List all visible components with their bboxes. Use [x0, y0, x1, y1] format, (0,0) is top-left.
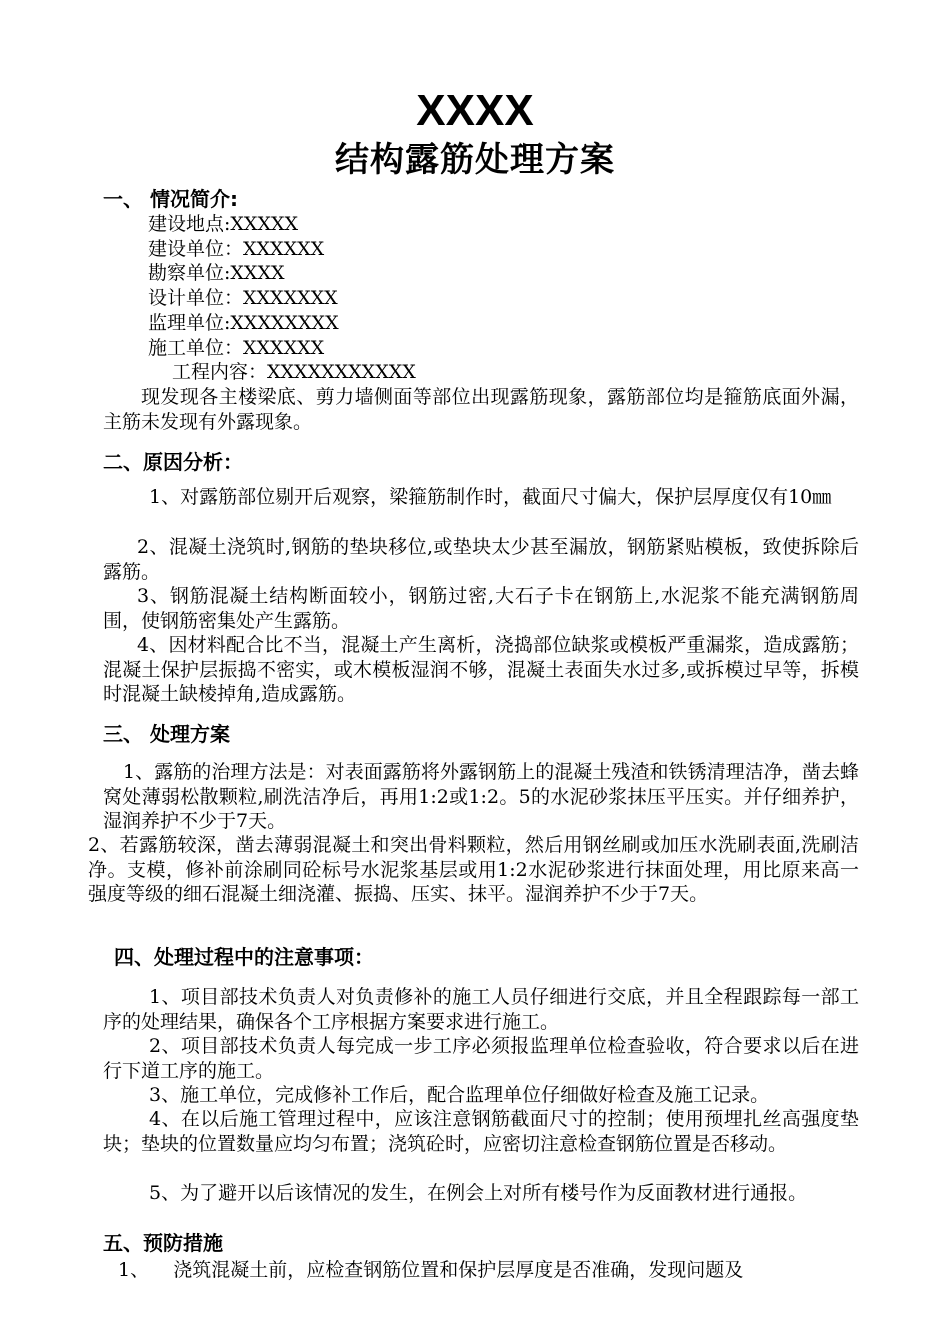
notice-item-1: 1、项目部技术负责人对负责修补的施工人员仔细进行交底，并且全程跟踪每一部工序的处理结果，确保各个工序根据方案要求进行施工。 — [103, 986, 859, 1033]
document-subtitle: 结构露筋处理方案 — [335, 140, 615, 180]
section-1-heading: 一、 情况简介: — [103, 187, 238, 211]
section-4-heading: 四、处理过程中的注意事项： — [114, 945, 374, 969]
section-1-paragraph: 现发现各主楼梁底、剪力墙侧面等部位出现露筋现象，露筋部位均是箍筋底面外漏，主筋未发现有外露现象。 — [103, 386, 859, 433]
cause-item-2: 2、混凝土浇筑时,钢筋的垫块移位,或垫块太少甚至漏放，钢筋紧贴模板，致使拆除后露筋。 — [103, 536, 859, 583]
info-design-unit: 设计单位：XXXXXXX — [148, 287, 338, 309]
cause-item-3: 3、钢筋混凝土结构断面较小，钢筋过密,大石子卡在钢筋上,水泥浆不能充满钢筋周围，使钢筋密集处产生露筋。 — [103, 585, 859, 632]
section-5-heading: 五、预防措施 — [103, 1231, 223, 1255]
plan-item-1: 1、露筋的治理方法是：对表面露筋将外露钢筋上的混凝土残渣和铁锈清理洁净，凿去蜂窝处薄弱松散颗粒,刷洗洁净后，再用1:2或1:2。5的水泥砂浆抹压平压实。并仔细养护， 湿润养护不少于7天。 — [103, 761, 859, 832]
section-2-heading: 二、原因分析： — [103, 450, 243, 474]
cause-item-1: 1、对露筋部位剔开后观察，梁箍筋制作时，截面尺寸偏大，保护层厚度仅有10㎜ — [149, 486, 832, 508]
info-survey-unit: 勘察单位:XXXX — [148, 262, 285, 284]
prevention-item-1: 1、 浇筑混凝土前，应检查钢筋位置和保护层厚度是否准确，发现问题及 — [118, 1259, 744, 1281]
section-3-heading: 三、 处理方案 — [103, 722, 230, 746]
cause-item-4: 4、因材料配合比不当，混凝土产生离析，浇捣部位缺浆或模板严重漏浆，造成露筋；混凝土保护层振捣不密实，或木模板湿润不够，混凝土表面失水过多,或拆模过早等，拆模时混凝土缺棱掉角,造成露筋。 — [103, 634, 859, 705]
info-construction-unit: 建设单位：XXXXXX — [148, 238, 325, 260]
notice-item-5: 5、为了避开以后该情况的发生，在例会上对所有楼号作为反面教材进行通报。 — [149, 1182, 808, 1204]
info-supervision-unit: 监理单位:XXXXXXXX — [148, 312, 339, 334]
notice-item-3: 3、施工单位，完成修补工作后，配合监理单位仔细做好检查及施工记录。 — [149, 1084, 770, 1106]
info-construction-site: 建设地点:XXXXX — [148, 213, 299, 235]
info-project-content: 工程内容：XXXXXXXXXXX — [172, 361, 416, 383]
notice-item-4: 4、在以后施工管理过程中，应该注意钢筋截面尺寸的控制；使用预埋扎丝高强度垫块；垫块的位置数量应均匀布置；浇筑砼时，应密切注意检查钢筋位置是否移动。 — [103, 1108, 859, 1155]
info-builder-unit: 施工单位：XXXXXX — [148, 337, 325, 359]
document-title: XXXX — [416, 86, 534, 135]
notice-item-2: 2、项目部技术负责人每完成一步工序必须报监理单位检查验收，符合要求以后在进行下道工序的施工。 — [103, 1035, 859, 1082]
plan-item-2: 2、若露筋较深，凿去薄弱混凝土和突出骨料颗粒，然后用钢丝刷或加压水洗刷表面,洗刷洁净。支模，修补前涂刷同砼标号水泥浆基层或用1:2水泥砂浆进行抹面处理，用比原来高一强度等级的细石混凝土细浇灌、振捣、压实、抹平。湿润养护不少于7天。 — [88, 834, 859, 905]
